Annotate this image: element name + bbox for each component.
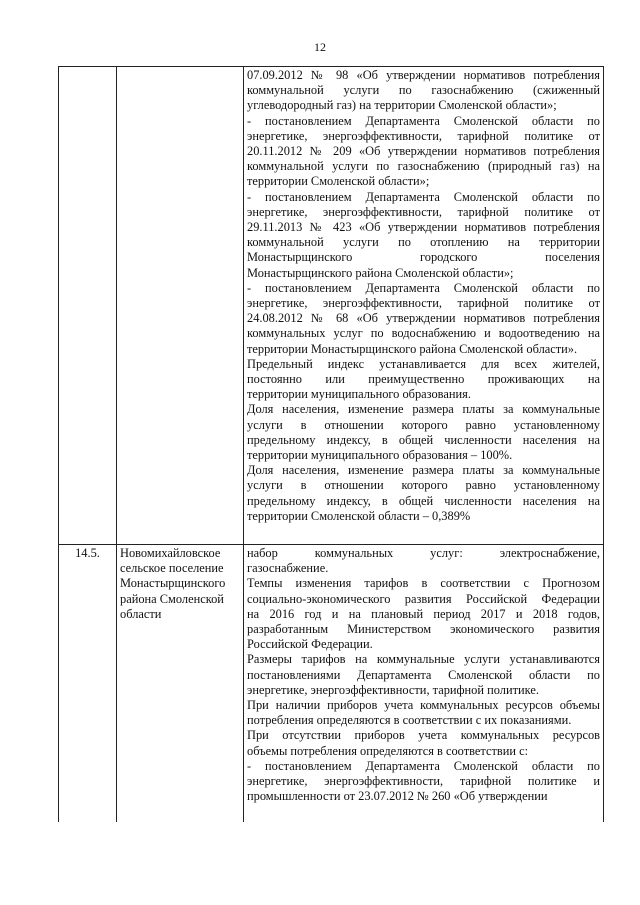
text-line: 07.09.2012 № 98 «Об утверждении нормативов потребления	[247, 68, 600, 82]
text-line: разработанным Министерством экономического развития	[247, 622, 600, 637]
row-number-cell	[59, 67, 117, 545]
text-line: Доля населения, изменение размера платы за коммунальные	[247, 402, 600, 417]
text-line: 20.11.2012 № 209 «Об утверждении нормативов потребления	[247, 144, 600, 159]
text-line: Предельный индекс устанавливается для всех жителей,	[247, 356, 600, 371]
text-line: территории Смоленской области»;	[247, 174, 430, 189]
text-line: энергетике, энергоэффективности, тарифной политике от	[247, 296, 600, 311]
text-line: Монастырщинского района Смоленской области»;	[247, 265, 514, 280]
description-cell	[244, 545, 604, 823]
text-line: потребления определяются в соответствии с их показаниями.	[247, 713, 572, 728]
text-line: Российской Федерации.	[247, 637, 373, 652]
text-line: коммунальной услуги по отоплению на территории	[247, 235, 600, 250]
text-line: промышленности от 23.07.2012 № 260 «Об утверждении	[247, 789, 548, 804]
text-line: - постановлением Департамента Смоленской области по	[247, 758, 600, 773]
text-line: - постановлением Департамента Смоленской области по	[247, 280, 600, 295]
text-line: объемы потребления определяются в соответствии с:	[247, 743, 529, 758]
table-row	[59, 545, 604, 823]
text-line: постоянно или преимущественно проживающих на	[247, 372, 600, 387]
text-line: 29.11.2013 № 423 «Об утверждении нормативов потребления	[247, 220, 600, 235]
text-line: предельному индексу, в общей численности населения на	[247, 432, 600, 447]
text-line: Размеры тарифов на коммунальные услуги устанавливаются	[247, 652, 600, 667]
table-row	[59, 67, 604, 545]
text-line: территории Смоленской области – 0,389%	[247, 508, 471, 523]
text-line: энергетике, энергоэффективности, тарифной политике от	[247, 128, 600, 143]
text-line: 24.08.2012 № 68 «Об утверждении нормативов потребления	[247, 311, 600, 326]
territory-name-line: района Смоленской	[120, 591, 224, 606]
text-line: - постановлением Департамента Смоленской области по	[247, 113, 600, 128]
text-line: коммунальных услуг по водоснабжению и водоотведению на	[247, 326, 600, 341]
text-line: постановлениями Департамента Смоленской области по	[247, 667, 600, 682]
text-line: Доля населения, изменение размера платы за коммунальные	[247, 463, 600, 478]
territory-name-cell	[117, 67, 244, 545]
text-line: При наличии приборов учета коммунальных ресурсов объемы	[247, 698, 600, 713]
text-line: коммунальной услуги по газоснабжению (сжиженный	[247, 83, 600, 98]
territory-name-line: области	[120, 606, 162, 621]
text-line: Темпы изменения тарифов в соответствии с Прогнозом	[247, 576, 600, 591]
text-line: газоснабжение.	[247, 561, 329, 576]
text-line: территории муниципального образования.	[247, 387, 471, 402]
row-number-cell: 14.5.	[59, 545, 117, 823]
text-line: Монастырщинского городского поселения	[247, 250, 600, 265]
description-cell	[244, 67, 604, 545]
text-line: энергетике, энергоэффективности, тарифной политике.	[247, 682, 539, 697]
territory-name-cell	[117, 545, 244, 823]
text-line: территории муниципального образования – 100%.	[247, 448, 513, 463]
text-line: услуги в отношении которого равно установленному	[247, 417, 600, 432]
page-number: 12	[314, 40, 326, 54]
territory-name-line: Монастырщинского	[120, 576, 226, 591]
text-line: энергетике, энергоэффективности, тарифной политике и	[247, 774, 600, 789]
text-line: на 2016 год и на плановый период 2017 и 2018 годов,	[247, 606, 600, 621]
tariff-table	[58, 66, 604, 822]
text-line: При отсутствии приборов учета коммунальных ресурсов	[247, 728, 600, 743]
text-line: - постановлением Департамента Смоленской области по	[247, 189, 600, 204]
text-line: территории Монастырщинского района Смоленской области».	[247, 341, 578, 356]
text-line: социально-экономического развития Российской Федерации	[247, 591, 600, 606]
text-line: коммунальной услуги по газоснабжению (природный газ) на	[247, 159, 600, 174]
territory-name-line: Новомихайловское	[120, 546, 221, 560]
text-line: углеводородный газ) на территории Смоленской области»;	[247, 98, 557, 113]
text-line: энергетике, энергоэффективности, тарифной политике от	[247, 204, 600, 219]
text-line: набор коммунальных услуг: электроснабжение,	[247, 546, 600, 560]
text-line: услуги в отношении которого равно установленному	[247, 478, 600, 493]
territory-name-line: сельское поселение	[120, 561, 224, 576]
text-line: предельному индексу, в общей численности населения на	[247, 493, 600, 508]
